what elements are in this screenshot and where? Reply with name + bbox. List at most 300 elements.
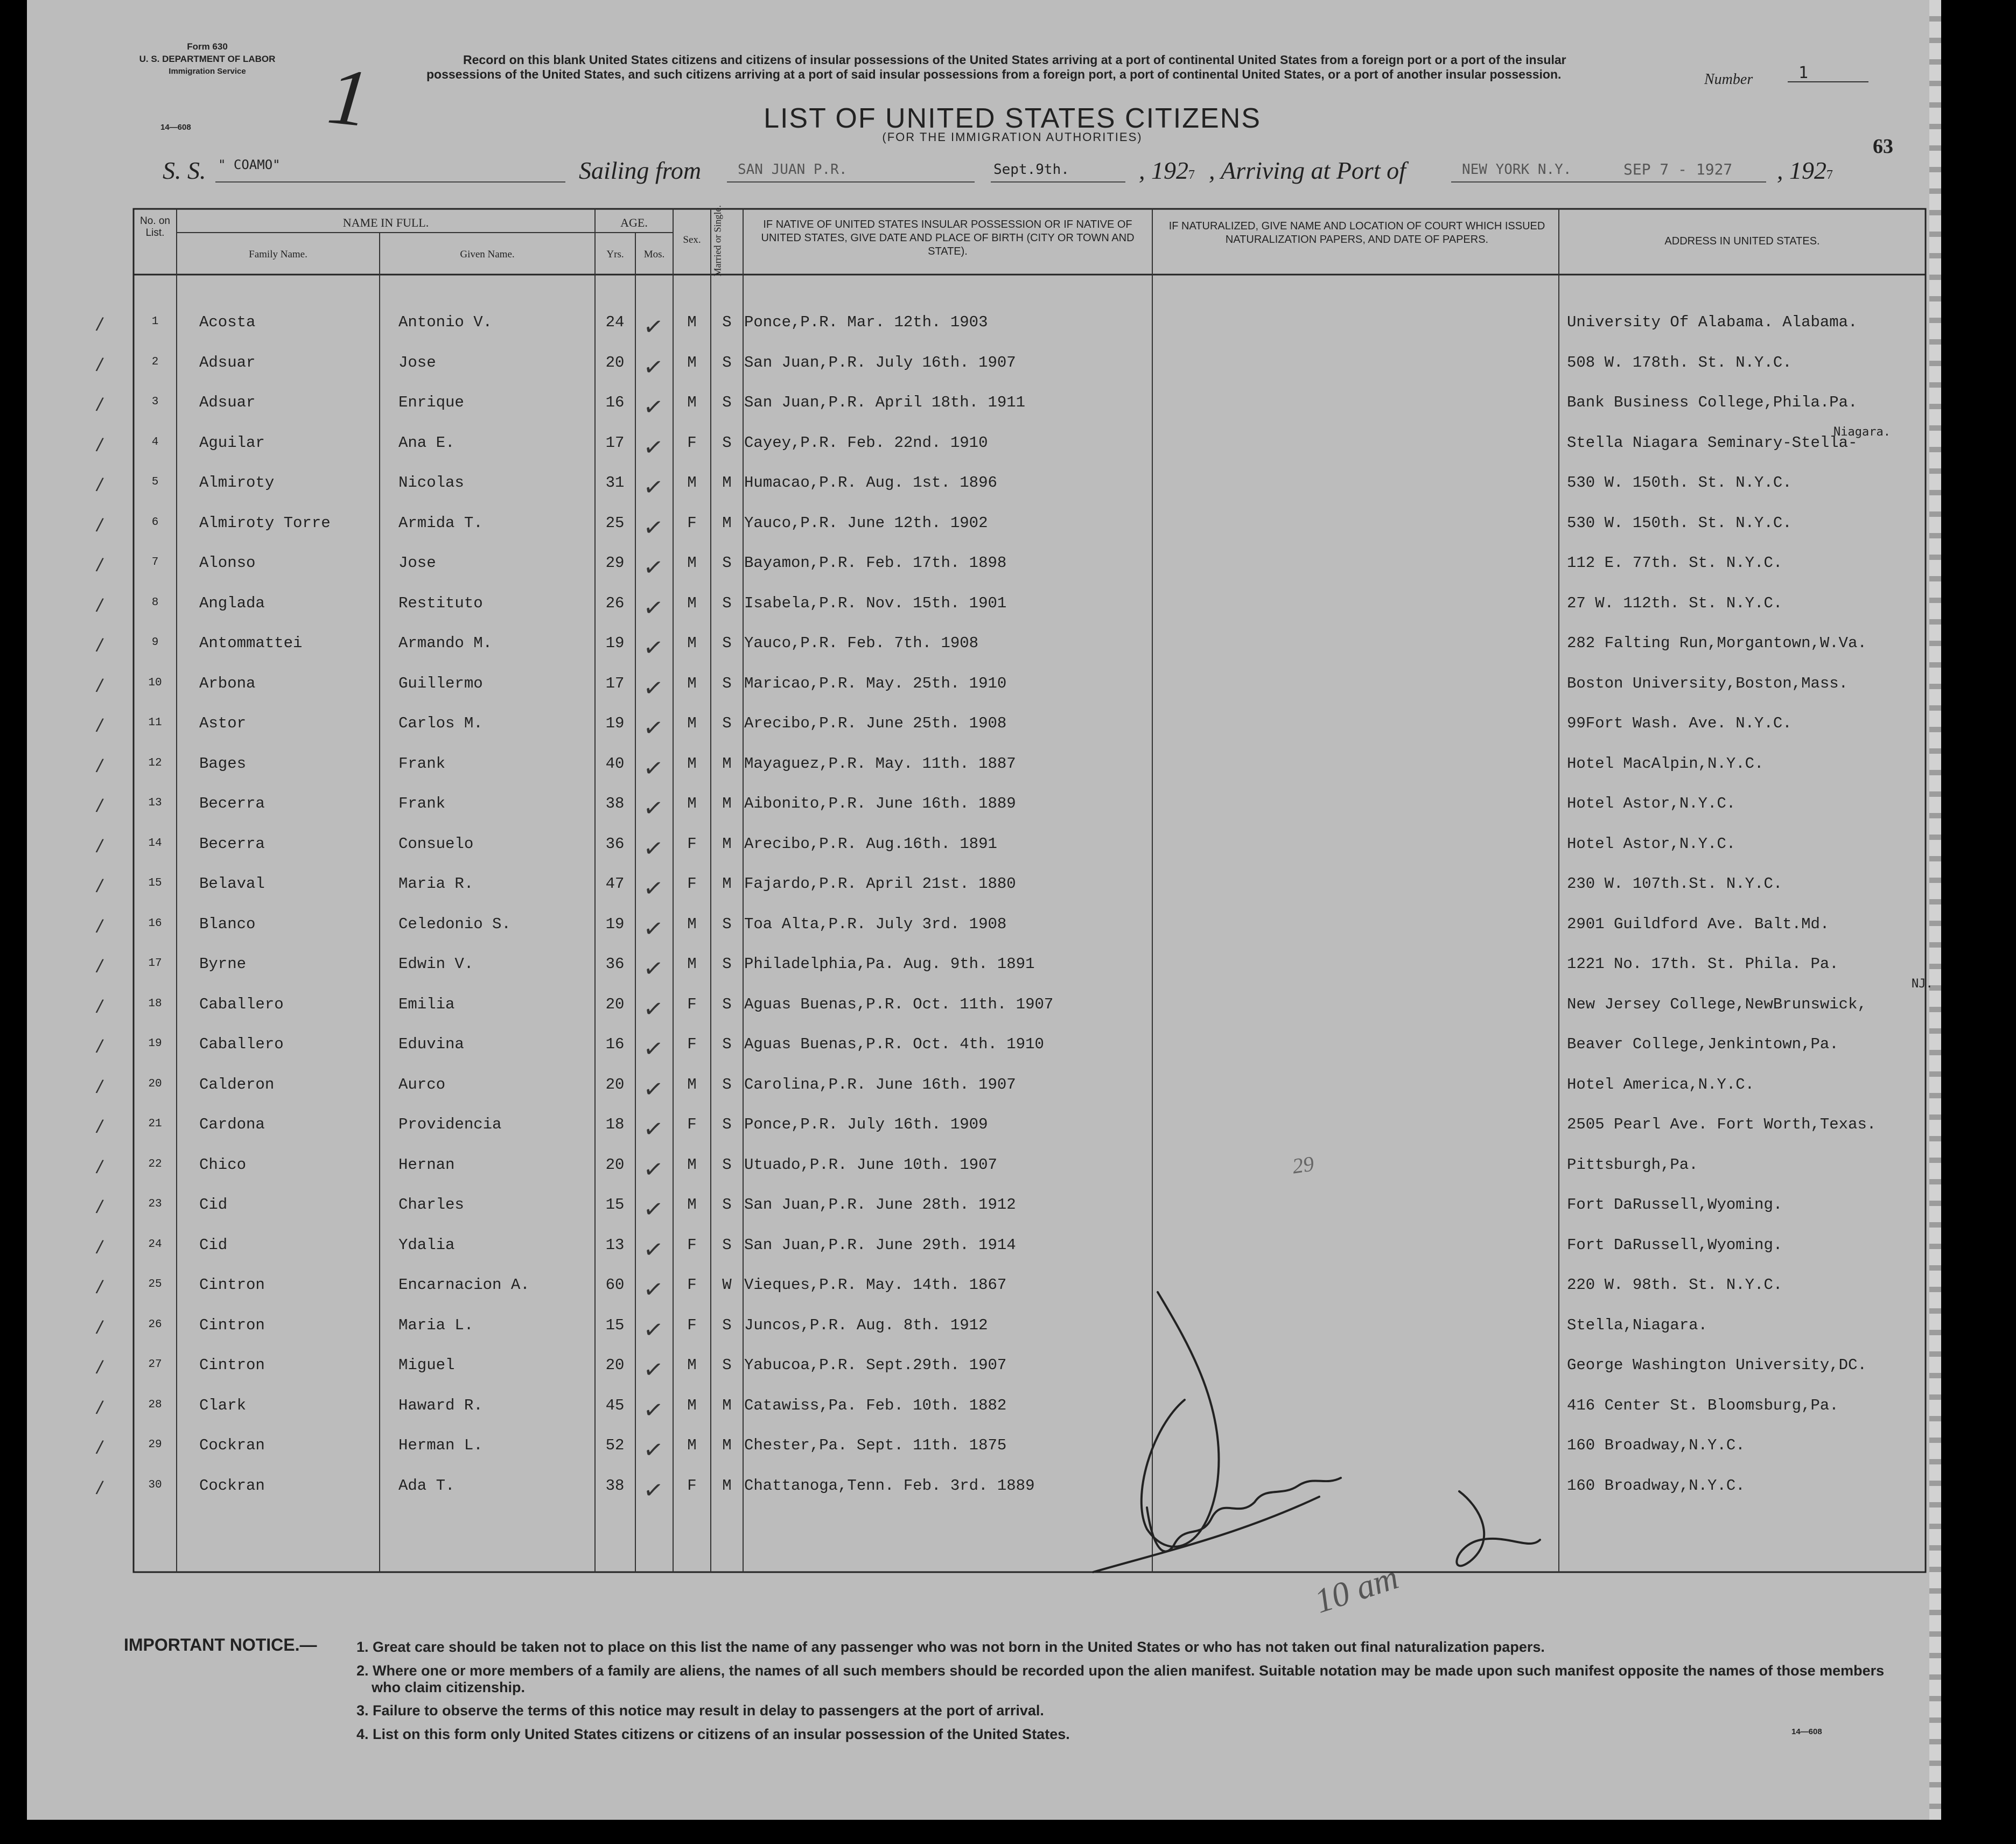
check-mark-icon: ✓ (641, 994, 666, 1024)
row-number: 10 (148, 676, 162, 689)
sex-cell: F (687, 835, 697, 853)
marital-status-cell: M (722, 835, 732, 853)
check-mark-icon: ✓ (641, 793, 666, 824)
sex-cell: F (687, 1316, 697, 1334)
age-years-cell: 36 (605, 955, 625, 973)
row-number: 4 (151, 436, 159, 448)
marital-status-cell: M (722, 1396, 732, 1414)
age-years-cell: 26 (605, 594, 625, 612)
sex-cell: M (687, 1075, 697, 1093)
family-name-cell: Almiroty (199, 474, 275, 492)
row-number: 7 (151, 556, 159, 569)
check-mark-icon: ✓ (641, 673, 666, 703)
sex-cell: M (687, 674, 697, 692)
col-header-yrs: Yrs. (606, 249, 624, 260)
marital-status-cell: S (722, 634, 732, 652)
address-cell: 2901 Guildford Ave. Balt.Md. (1567, 915, 1830, 933)
address-cell: New Jersey College,NewBrunswick, (1567, 995, 1867, 1013)
sex-cell: M (687, 1196, 697, 1214)
address-cell: Hotel MacAlpin,N.Y.C. (1567, 754, 1764, 773)
birth-info-cell: Philadelphia,Pa. Aug. 9th. 1891 (744, 955, 1035, 973)
marital-status-cell: S (722, 433, 732, 452)
check-mark-icon: ✓ (641, 1274, 666, 1305)
arrival-year: , 1927 (1777, 157, 1833, 184)
birth-info-cell: Isabela,P.R. Nov. 15th. 1901 (744, 594, 1007, 612)
family-name-cell: Belaval (199, 875, 265, 893)
age-years-cell: 15 (605, 1316, 625, 1334)
check-mark-icon: ✓ (641, 1114, 666, 1145)
check-mark-icon: ✓ (641, 633, 666, 663)
margin-tick-icon: / (95, 634, 104, 655)
family-name-cell: Cintron (199, 1356, 265, 1374)
birth-info-cell: Cayey,P.R. Feb. 22nd. 1910 (744, 433, 988, 452)
family-name-cell: Caballero (199, 1035, 284, 1053)
check-mark-icon: ✓ (641, 1395, 666, 1425)
sex-cell: F (687, 1035, 697, 1053)
family-name-cell: Almiroty Torre (199, 514, 331, 532)
check-mark-icon: ✓ (641, 1034, 666, 1064)
given-name-cell: Haward R. (398, 1396, 483, 1414)
marital-status-cell: M (722, 514, 732, 532)
given-name-cell: Maria L. (398, 1316, 474, 1334)
margin-tick-icon: / (95, 754, 104, 776)
check-mark-icon: ✓ (641, 1074, 666, 1104)
margin-tick-icon: / (95, 1235, 104, 1257)
address-cell: 27 W. 112th. St. N.Y.C. (1567, 594, 1783, 612)
sex-cell: F (687, 1236, 697, 1254)
address-cell: Bank Business College,Phila.Pa. (1567, 394, 1858, 411)
birth-info-cell: Yabucoa,P.R. Sept.29th. 1907 (744, 1356, 1007, 1374)
row-number: 16 (148, 917, 162, 930)
given-name-cell: Herman L. (398, 1436, 483, 1454)
row-number: 23 (148, 1198, 162, 1210)
row-number: 14 (148, 837, 162, 850)
sex-cell: M (687, 714, 697, 732)
sailing-port: SAN JUAN P.R. (738, 162, 848, 178)
margin-tick-icon: / (95, 1195, 104, 1217)
family-name-cell: Cockran (199, 1476, 265, 1495)
form-code: 14—608 (160, 123, 191, 132)
arriving-label: , Arriving at Port of (1209, 157, 1406, 184)
age-years-cell: 19 (605, 634, 625, 652)
row-number: 30 (148, 1478, 162, 1491)
sex-cell: M (687, 634, 697, 652)
family-name-cell: Becerra (199, 835, 265, 853)
row-number: 2 (151, 355, 159, 368)
age-years-cell: 16 (605, 394, 625, 411)
age-years-cell: 17 (605, 433, 625, 452)
family-name-cell: Blanco (199, 915, 256, 933)
age-years-cell: 16 (605, 1035, 625, 1053)
given-name-cell: Emilia (398, 995, 455, 1013)
birth-info-cell: Aguas Buenas,P.R. Oct. 11th. 1907 (744, 995, 1054, 1013)
address-cell: Stella,Niagara. (1567, 1316, 1708, 1334)
margin-tick-icon: / (95, 433, 104, 455)
given-name-cell: Eduvina (398, 1035, 464, 1053)
address-cell: 220 W. 98th. St. N.Y.C. (1567, 1276, 1783, 1294)
ss-label: S. S. (163, 157, 206, 184)
col-header-birth: IF NATIVE OF UNITED STATES INSULAR POSSESSION OR IF NATIVE OF UNITED STATES, GIVE DATE AND PLACE OF BIRTH (CITY OR TOWN AND STATE). (761, 219, 1135, 257)
sex-cell: M (687, 915, 697, 933)
check-mark-icon: ✓ (641, 1315, 666, 1345)
given-name-cell: Nicolas (398, 474, 464, 492)
col-header-sex: Sex. (683, 234, 701, 246)
address-cell: 230 W. 107th.St. N.Y.C. (1567, 875, 1783, 893)
address-cell: Stella Niagara Seminary-Stella- (1567, 433, 1858, 452)
family-name-cell: Calderon (199, 1075, 275, 1093)
birth-info-cell: San Juan,P.R. June 28th. 1912 (744, 1196, 1016, 1214)
col-header-naturalized: IF NATURALIZED, GIVE NAME AND LOCATION OF COURT WHICH ISSUED NATURALIZATION PAPERS, AND DATE OF PAPERS. (1168, 220, 1545, 246)
check-mark-icon: ✓ (641, 1435, 666, 1466)
sex-cell: M (687, 1155, 697, 1174)
sex-cell: F (687, 433, 697, 452)
marital-status-cell: S (722, 915, 732, 933)
handwritten-note: 10 am (1310, 1558, 1403, 1621)
margin-tick-icon: / (95, 914, 104, 936)
margin-tick-icon: / (95, 1476, 104, 1498)
marital-status-cell: M (722, 474, 732, 492)
given-name-cell: Armida T. (398, 514, 483, 532)
margin-tick-icon: / (95, 1075, 104, 1097)
manifest-sheet (27, 0, 1941, 1820)
check-mark-icon: ✓ (641, 432, 666, 462)
address-cell: 416 Center St. Bloomsburg,Pa. (1567, 1396, 1839, 1414)
given-name-cell: Ada T. (398, 1476, 455, 1495)
age-years-cell: 47 (605, 875, 625, 893)
family-name-cell: Adsuar (199, 394, 256, 411)
row-number: 12 (148, 756, 162, 769)
address-cell: George Washington University,DC. (1567, 1356, 1867, 1374)
address-cell: 160 Broadway,N.Y.C. (1567, 1476, 1745, 1495)
birth-info-cell: Aguas Buenas,P.R. Oct. 4th. 1910 (744, 1035, 1044, 1053)
birth-info-cell: Juncos,P.R. Aug. 8th. 1912 (744, 1316, 988, 1334)
age-years-cell: 17 (605, 674, 625, 692)
marital-status-cell: M (722, 1476, 732, 1495)
given-name-cell: Antonio V. (398, 313, 493, 331)
margin-tick-icon: / (95, 955, 104, 976)
given-name-cell: Providencia (398, 1116, 502, 1133)
check-mark-icon: ✓ (641, 1235, 666, 1265)
margin-tick-icon: / (95, 994, 104, 1016)
margin-tick-icon: / (95, 593, 104, 615)
number-value: 1 (1798, 64, 1809, 82)
birth-info-cell: Mayaguez,P.R. May. 11th. 1887 (744, 754, 1016, 773)
sex-cell: F (687, 1116, 697, 1133)
page-number: 63 (1873, 135, 1893, 158)
check-mark-icon: ✓ (641, 312, 666, 342)
given-name-cell: Aurco (398, 1075, 446, 1093)
margin-tick-icon: / (95, 313, 104, 334)
check-mark-icon: ✓ (641, 914, 666, 944)
check-mark-icon: ✓ (641, 1194, 666, 1225)
check-mark-icon: ✓ (641, 552, 666, 583)
col-header-address: ADDRESS IN UNITED STATES. (1664, 235, 1820, 247)
row-number: 29 (148, 1439, 162, 1451)
address-cell: Boston University,Boston,Mass. (1567, 674, 1849, 692)
marital-status-cell: S (722, 313, 732, 331)
row-number: 20 (148, 1077, 162, 1090)
address-cell: Pittsburgh,Pa. (1567, 1155, 1698, 1174)
birth-info-cell: Ponce,P.R. July 16th. 1909 (744, 1116, 988, 1133)
col-header-family-name: Family Name. (249, 249, 307, 260)
family-name-cell: Clark (199, 1396, 247, 1414)
margin-tick-icon: / (95, 1275, 104, 1297)
marital-status-cell: S (722, 1116, 732, 1133)
row-number: 5 (151, 476, 159, 488)
age-years-cell: 52 (605, 1436, 625, 1454)
sailing-year: , 1927 (1139, 157, 1195, 184)
birth-info-cell: Arecibo,P.R. June 25th. 1908 (744, 714, 1007, 732)
margin-tick-icon: / (95, 1115, 104, 1137)
row-number: 1 (151, 315, 159, 328)
address-cell: 530 W. 150th. St. N.Y.C. (1567, 474, 1792, 492)
birth-info-cell: Utuado,P.R. June 10th. 1907 (744, 1155, 997, 1174)
margin-tick-icon: / (95, 1315, 104, 1337)
address-cell: University Of Alabama. Alabama. (1567, 313, 1858, 331)
notice-lead: IMPORTANT NOTICE.— (124, 1635, 317, 1654)
age-years-cell: 20 (605, 1155, 625, 1174)
sailing-label: Sailing from (579, 157, 702, 184)
check-mark-icon: ✓ (641, 392, 666, 423)
age-years-cell: 40 (605, 754, 625, 773)
arrival-port: NEW YORK N.Y. (1462, 162, 1572, 178)
sex-cell: M (687, 1356, 697, 1374)
marital-status-cell: S (722, 1155, 732, 1174)
family-name-cell: Cintron (199, 1316, 265, 1334)
age-years-cell: 20 (605, 1356, 625, 1374)
notice-item-1: 1. Great care should be taken not to place on this list the name of any passenger who was not born in the United States or who has not taken out final naturalization papers. (356, 1639, 1545, 1655)
bottom-form-code: 14—608 (1791, 1727, 1822, 1736)
given-name-cell: Enrique (398, 394, 464, 411)
address-cell: Fort DaRussell,Wyoming. (1567, 1196, 1783, 1214)
birth-info-cell: Vieques,P.R. May. 14th. 1867 (744, 1276, 1007, 1294)
family-name-cell: Astor (199, 714, 247, 732)
row-number: 17 (148, 957, 162, 970)
family-name-cell: Byrne (199, 955, 247, 973)
given-name-cell: Ana E. (398, 433, 455, 452)
address-cell: 1221 No. 17th. St. Phila. Pa. (1567, 955, 1839, 973)
birth-info-cell: San Juan,P.R. June 29th. 1914 (744, 1236, 1016, 1254)
address-cell: Hotel America,N.Y.C. (1567, 1075, 1755, 1093)
family-name-cell: Cintron (199, 1276, 265, 1294)
sex-cell: M (687, 1436, 697, 1454)
check-mark-icon: ✓ (641, 513, 666, 543)
birth-info-cell: San Juan,P.R. July 16th. 1907 (744, 353, 1016, 371)
margin-tick-icon: / (95, 353, 104, 375)
marital-status-cell: S (722, 674, 732, 692)
row-number: 28 (148, 1398, 162, 1411)
birth-info-cell: San Juan,P.R. April 18th. 1911 (744, 394, 1026, 411)
col-header-name-in-full: NAME IN FULL. (342, 216, 429, 229)
marital-status-cell: W (722, 1276, 732, 1294)
given-name-cell: Charles (398, 1196, 464, 1214)
age-years-cell: 20 (605, 995, 625, 1013)
notice-item-2: 2. Where one or more members of a family are aliens, the names of all such members should be recorded upon the alien manifest. Suitable notation may be made upon such manifest opposite the names of those members who claim citizenship. (356, 1663, 1885, 1695)
birth-info-cell: Arecibo,P.R. Aug.16th. 1891 (744, 835, 997, 853)
marital-status-cell: M (722, 1436, 732, 1454)
check-mark-icon: ✓ (641, 953, 666, 984)
age-years-cell: 19 (605, 915, 625, 933)
address-cell: Hotel Astor,N.Y.C. (1567, 835, 1736, 853)
row-number: 8 (151, 596, 159, 609)
age-years-cell: 38 (605, 795, 625, 812)
address-cell: Hotel Astor,N.Y.C. (1567, 795, 1736, 812)
birth-info-cell: Carolina,P.R. June 16th. 1907 (744, 1075, 1016, 1093)
check-mark-icon: ✓ (641, 1355, 666, 1385)
arrival-date-stamp: SEP 7 - 1927 (1623, 160, 1733, 178)
address-cell: 112 E. 77th. St. N.Y.C. (1567, 554, 1783, 572)
given-name-cell: Carlos M. (398, 714, 483, 732)
row-number: 19 (148, 1037, 162, 1050)
family-name-cell: Cardona (199, 1116, 265, 1133)
marital-status-cell: S (722, 1316, 732, 1334)
margin-tick-icon: / (95, 674, 104, 696)
check-mark-icon: ✓ (641, 833, 666, 864)
address-cell: 99Fort Wash. Ave. N.Y.C. (1567, 714, 1792, 732)
given-name-cell: Ydalia (398, 1236, 455, 1254)
margin-tick-icon: / (95, 1155, 104, 1177)
row-number: 15 (148, 877, 162, 889)
birth-info-cell: Catawiss,Pa. Feb. 10th. 1882 (744, 1396, 1007, 1414)
notice-item-4: 4. List on this form only United States citizens or citizens of an insular possession of the United States. (356, 1726, 1070, 1742)
address-cell: 2505 Pearl Ave. Fort Worth,Texas. (1567, 1116, 1877, 1133)
col-header-no: No. on List. (140, 215, 170, 239)
marital-status-cell: S (722, 554, 732, 572)
address-cell: Fort DaRussell,Wyoming. (1567, 1236, 1783, 1254)
age-years-cell: 13 (605, 1236, 625, 1254)
marital-status-cell: M (722, 875, 732, 893)
sex-cell: F (687, 995, 697, 1013)
family-name-cell: Arbona (199, 674, 256, 692)
row-number: 3 (151, 396, 159, 408)
given-name-cell: Hernan (398, 1155, 455, 1174)
given-name-cell: Jose (398, 554, 436, 572)
family-name-cell: Acosta (199, 313, 256, 331)
sex-cell: M (687, 955, 697, 973)
age-years-cell: 20 (605, 1075, 625, 1093)
row-number: 25 (148, 1278, 162, 1291)
department-name: U. S. DEPARTMENT OF LABOR (139, 54, 276, 64)
marital-status-cell: S (722, 594, 732, 612)
notice-item-3: 3. Failure to observe the terms of this notice may result in delay to passengers at the port of arrival. (356, 1702, 1044, 1719)
signature-scribble (27, 0, 1941, 1820)
marital-status-cell: S (722, 995, 732, 1013)
col-header-age: AGE. (620, 216, 648, 229)
age-years-cell: 36 (605, 835, 625, 853)
birth-info-cell: Maricao,P.R. May. 25th. 1910 (744, 674, 1007, 692)
sailing-date: Sept.9th. (993, 162, 1069, 178)
row-number: 26 (148, 1318, 162, 1331)
marital-status-cell: M (722, 754, 732, 773)
birth-info-cell: Bayamon,P.R. Feb. 17th. 1898 (744, 554, 1007, 572)
sex-cell: M (687, 795, 697, 812)
instructions-text: Record on this blank United States citizens and citizens of insular possessions of the United States arriving at a port of continental United States from a foreign port or a port of the insular possessions of the United States, and such citizens arriving at a port of said insular possessions from a foreign port, a port of continental United States, or a port of another insular possession. (426, 53, 1566, 81)
niagara-overline: Niagara. (1833, 425, 1891, 439)
row-number: 6 (151, 516, 159, 529)
birth-info-cell: Aibonito,P.R. June 16th. 1889 (744, 795, 1016, 812)
family-name-cell: Cid (199, 1236, 228, 1254)
margin-tick-icon: / (95, 1436, 104, 1457)
marital-status-cell: S (722, 1236, 732, 1254)
family-name-cell: Aguilar (199, 433, 265, 452)
sex-cell: M (687, 394, 697, 411)
family-name-cell: Cid (199, 1196, 228, 1214)
sex-cell: M (687, 353, 697, 371)
row-number: 18 (148, 997, 162, 1010)
given-name-cell: Encarnacion A. (398, 1276, 530, 1294)
given-name-cell: Maria R. (398, 875, 474, 893)
sex-cell: M (687, 313, 697, 331)
margin-tick-icon: / (95, 473, 104, 495)
row-number: 22 (148, 1158, 162, 1170)
family-name-cell: Alonso (199, 554, 256, 572)
nj-overline: NJ. (1912, 977, 1933, 991)
check-mark-icon: ✓ (641, 753, 666, 783)
sex-cell: F (687, 1276, 697, 1294)
check-mark-icon: ✓ (641, 1475, 666, 1505)
given-name-cell: Guillermo (398, 674, 483, 692)
family-name-cell: Chico (199, 1155, 247, 1174)
age-years-cell: 19 (605, 714, 625, 732)
check-mark-icon: ✓ (641, 472, 666, 503)
check-mark-icon: ✓ (641, 873, 666, 904)
birth-info-cell: Ponce,P.R. Mar. 12th. 1903 (744, 313, 988, 331)
age-years-cell: 20 (605, 353, 625, 371)
given-name-cell: Armando M. (398, 634, 493, 652)
row-number: 21 (148, 1118, 162, 1130)
col-header-married: Married or Single. (712, 205, 723, 277)
address-cell: 282 Falting Run,Morgantown,W.Va. (1567, 634, 1867, 652)
col-header-mos: Mos. (643, 249, 665, 260)
address-cell: 508 W. 178th. St. N.Y.C. (1567, 353, 1792, 371)
check-mark-icon: ✓ (641, 713, 666, 744)
margin-tick-icon: / (95, 714, 104, 735)
marital-status-cell: S (722, 1196, 732, 1214)
age-years-cell: 29 (605, 554, 625, 572)
row-number: 27 (148, 1358, 162, 1371)
marital-status-cell: S (722, 714, 732, 732)
col-header-given-name: Given Name. (460, 249, 515, 260)
age-years-cell: 25 (605, 514, 625, 532)
family-name-cell: Becerra (199, 795, 265, 812)
check-mark-icon: ✓ (641, 352, 666, 382)
margin-tick-icon: / (95, 874, 104, 896)
family-name-cell: Antommattei (199, 634, 303, 652)
age-years-cell: 15 (605, 1196, 625, 1214)
given-name-cell: Edwin V. (398, 955, 474, 973)
number-label: Number (1704, 71, 1753, 88)
sex-cell: F (687, 1476, 697, 1495)
sex-cell: M (687, 754, 697, 773)
check-mark-icon: ✓ (641, 1154, 666, 1184)
age-years-cell: 24 (605, 313, 625, 331)
birth-info-cell: Toa Alta,P.R. July 3rd. 1908 (744, 915, 1007, 933)
sex-cell: M (687, 474, 697, 492)
page-title: LIST OF UNITED STATES CITIZENS (764, 103, 1261, 134)
given-name-cell: Consuelo (398, 835, 474, 853)
birth-info-cell: Fajardo,P.R. April 21st. 1880 (744, 875, 1016, 893)
age-years-cell: 60 (605, 1276, 625, 1294)
margin-tick-icon: / (95, 1396, 104, 1418)
sex-cell: F (687, 875, 697, 893)
marital-status-cell: S (722, 394, 732, 411)
age-years-cell: 18 (605, 1116, 625, 1133)
row-number: 24 (148, 1238, 162, 1251)
page-subtitle: (FOR THE IMMIGRATION AUTHORITIES) (882, 130, 1143, 144)
given-name-cell: Miguel (398, 1356, 455, 1374)
birth-info-cell: Yauco,P.R. June 12th. 1902 (744, 514, 988, 532)
ship-name: " COAMO" (218, 157, 281, 172)
